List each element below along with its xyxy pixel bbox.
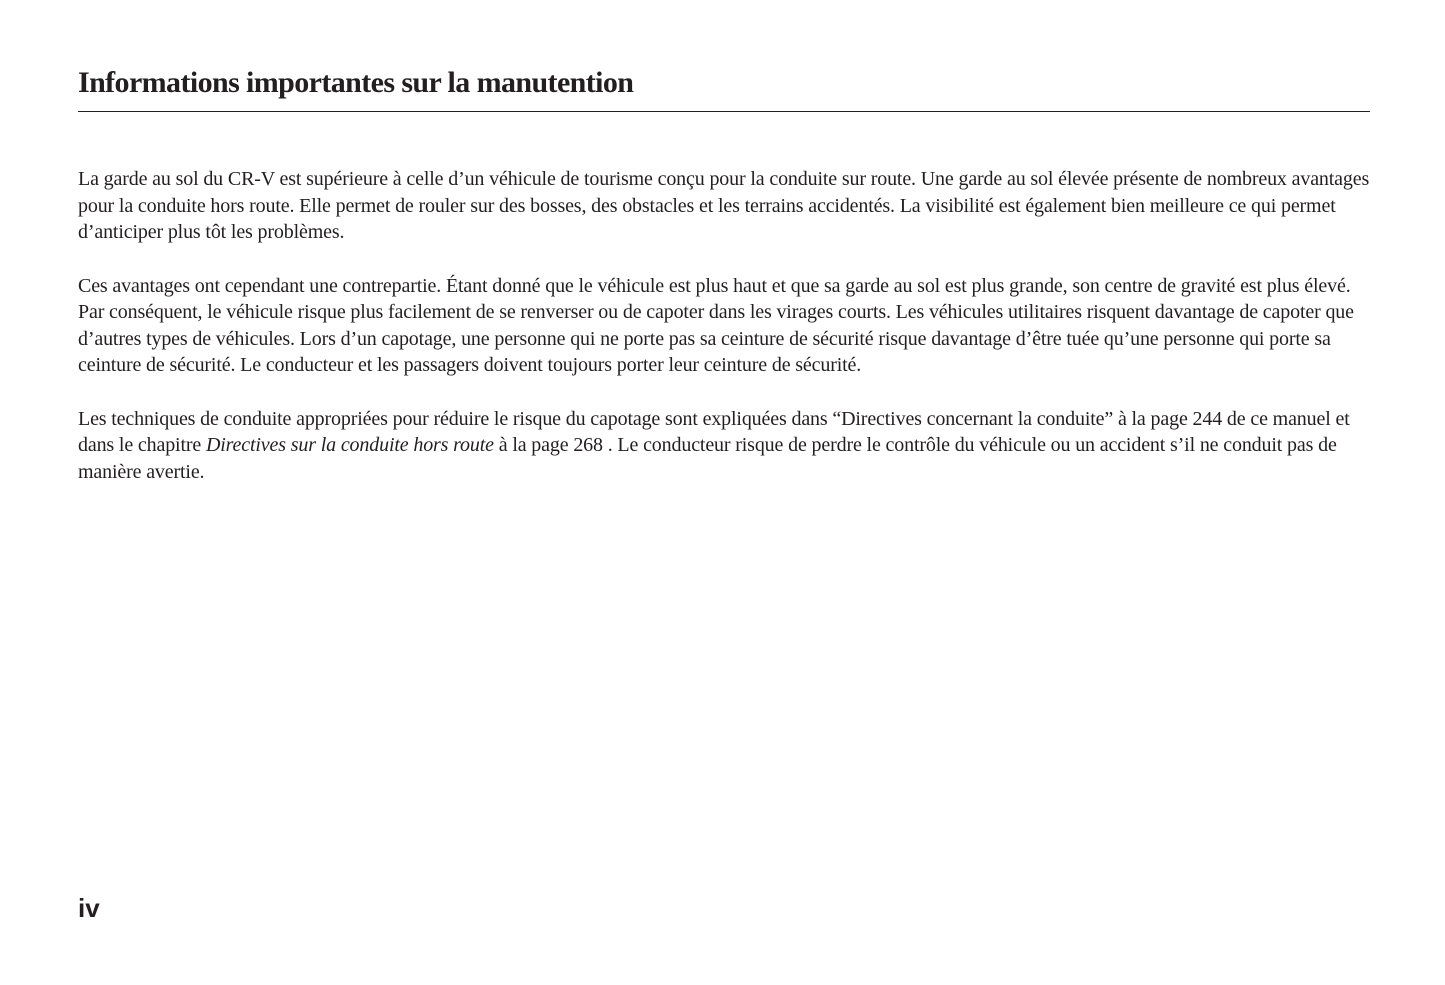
title-divider — [78, 111, 1370, 112]
page-reference-link[interactable]: 268 — [573, 434, 603, 456]
paragraph-rollover-risk: Ces avantages ont cependant une contrepartie. Étant donné que le véhicule est plus haut et que sa garde au sol est plus grande, son centre de gravité est plus élevé. Par conséquent, le véhicule risque plus facilement de se renverser ou de capoter dans les virages courts. Les véhicules utilitaires risquent davantage de capoter que d’autres types de véhicules. Lors d’un capotage, une personne qui ne porte pas sa ceinture de sécurité risque davantage d’être tuée qu’une personne qui porte sa ceinture de sécurité. Le conducteur et les passagers doivent toujours porter leur ceinture de sécurité. — [78, 274, 1354, 376]
page-title: Informations importantes sur la manutention — [78, 66, 634, 99]
paragraph-ground-clearance: La garde au sol du CR-V est supérieure à celle d’un véhicule de tourisme conçu pour la conduite sur route. Une garde au sol élevée présente de nombreux avantages pour la conduite hors route. Elle permet de rouler sur des bosses, des obstacles et les terrains accidentés. La visibilité est également bien meilleure ce qui permet d’anticiper plus tôt les problèmes. — [78, 168, 1370, 243]
text-segment: de ce manuel et dans le chapitre — [78, 407, 1350, 456]
page-number: iv — [78, 893, 100, 923]
text-segment: . Le conducteur risque de perdre le contrôle du véhicule ou un accident s’il ne conduit pas de manière avertie. — [78, 434, 1337, 483]
page-reference-link[interactable]: 244 — [1192, 407, 1223, 430]
text-segment: Les techniques de conduite appropriées pour réduire le risque du capotage sont expliquées dans “Directives concernant la conduite” à la page — [78, 407, 1193, 430]
body-text — [78, 166, 1370, 512]
chapter-reference-link[interactable]: Directives sur la conduite hors route — [205, 434, 494, 456]
paragraph-driving-techniques — [78, 406, 1370, 486]
text-segment: à la page — [493, 434, 574, 456]
